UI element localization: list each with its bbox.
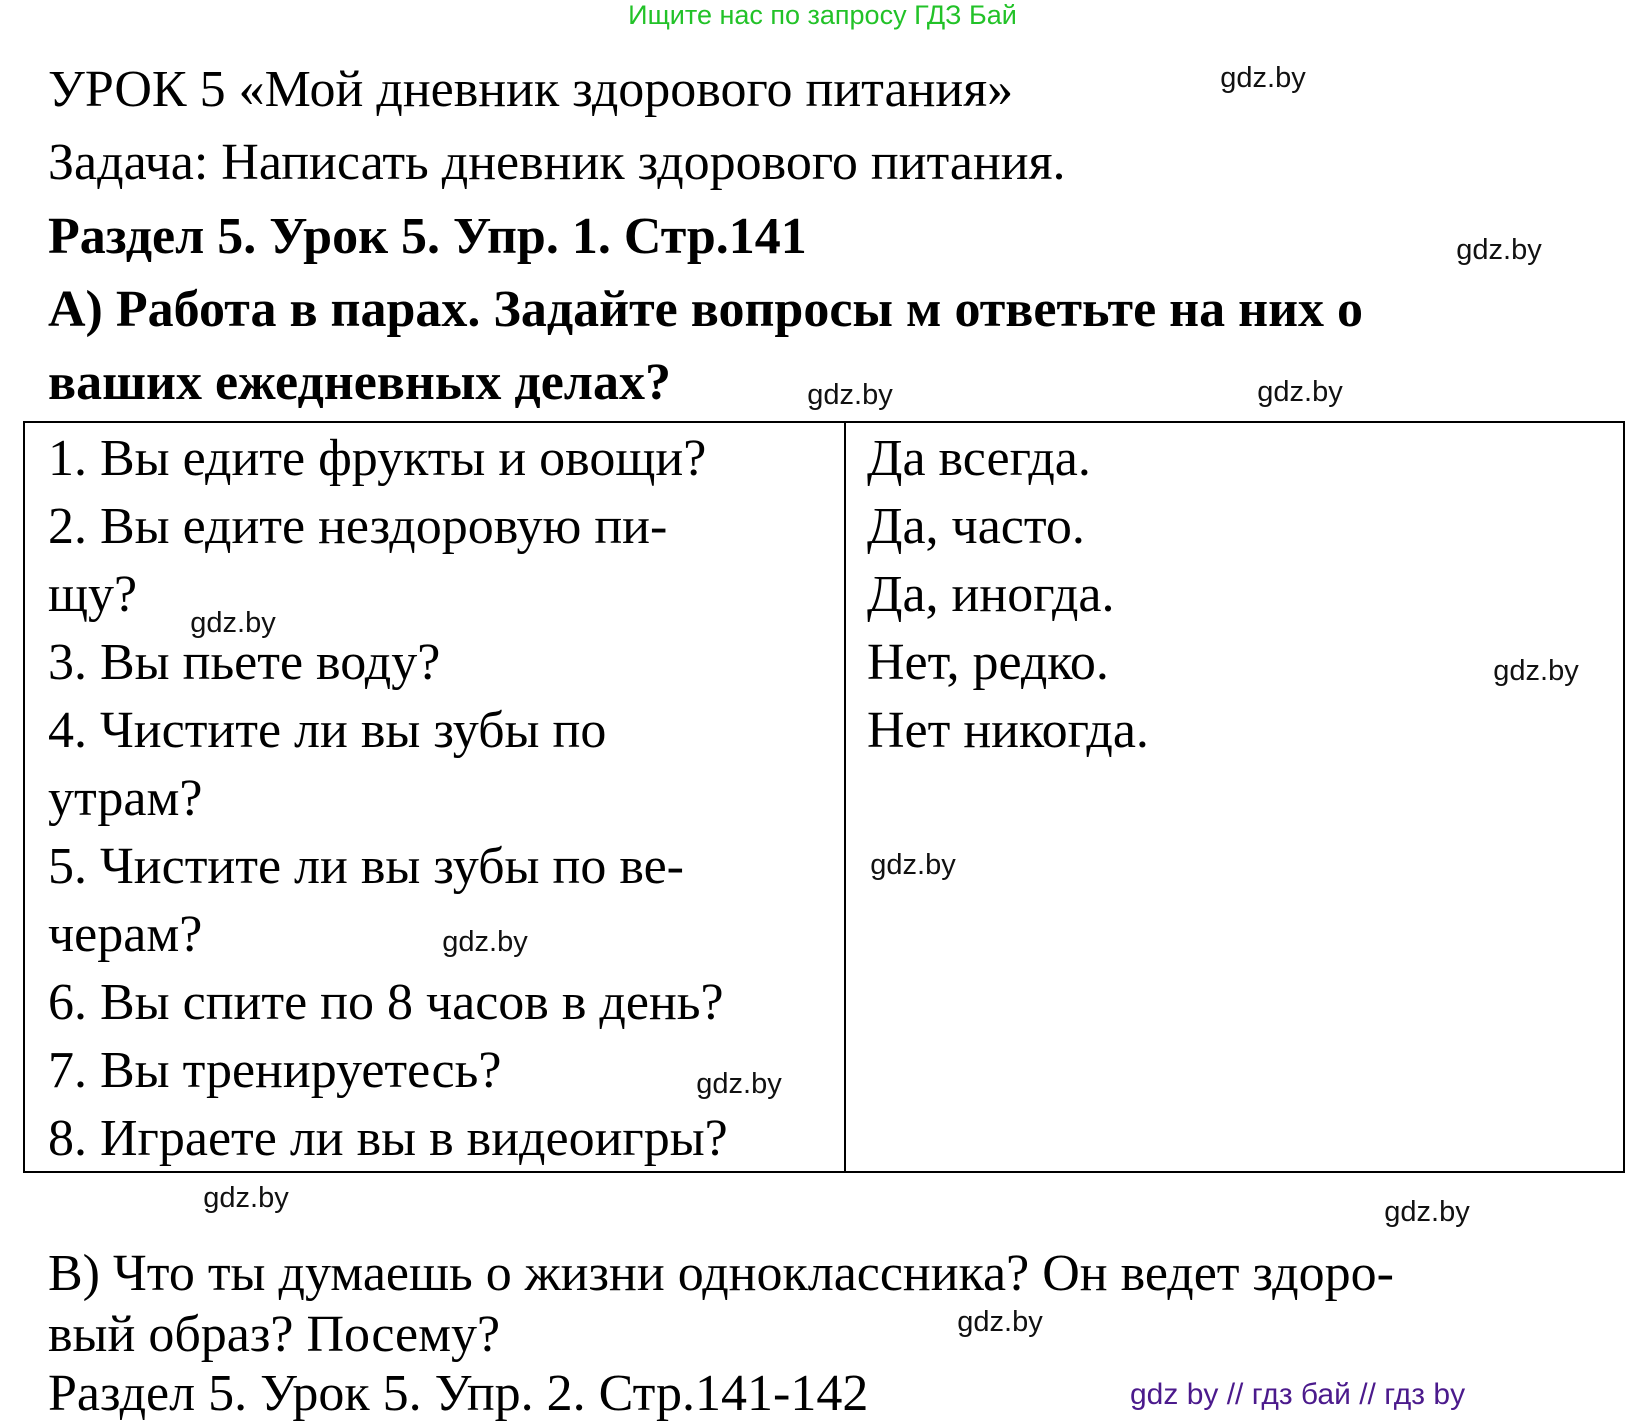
watermark: gdz.by	[203, 1182, 289, 1214]
watermark: gdz.by	[870, 849, 956, 881]
watermark: gdz.by	[957, 1306, 1043, 1338]
watermark: gdz.by	[190, 607, 276, 639]
question-line: 2. Вы едите нездоровую пи-	[48, 498, 668, 555]
question-line: 6. Вы спите по 8 часов в день?	[48, 974, 724, 1031]
section-heading: Раздел 5. Урок 5. Упр. 1. Стр.141	[48, 208, 807, 265]
watermark: gdz.by	[1493, 655, 1579, 687]
answer-line: Да, часто.	[867, 498, 1085, 555]
watermark: gdz.by	[696, 1068, 782, 1100]
watermark: gdz.by	[1456, 234, 1542, 266]
lesson-title: УРОК 5 «Мой дневник здорового питания»	[48, 61, 1014, 118]
answer-line: Да всегда.	[867, 430, 1091, 487]
question-line: утрам?	[48, 770, 203, 827]
search-hint: Ищите нас по запросу ГДЗ Бай	[628, 0, 1017, 30]
exercise-a-line-2: ваших ежедневных делах?	[48, 354, 671, 411]
exercise-a-line-1: А) Работа в парах. Задайте вопросы м ответьте на них о	[48, 281, 1364, 338]
question-line: щу?	[48, 566, 138, 623]
question-line: 1. Вы едите фрукты и овощи?	[48, 430, 707, 487]
table-divider	[844, 423, 846, 1171]
cut-off-heading: Раздел 5. Урок 5. Упр. 2. Стр.141-142	[48, 1365, 869, 1422]
watermark: gdz.by	[1220, 62, 1306, 94]
watermark: gdz.by	[807, 379, 893, 411]
answer-list	[867, 425, 1149, 765]
questions-answers-table	[23, 421, 1625, 1173]
question-line: черам?	[48, 906, 203, 963]
answer-line: Нет, редко.	[867, 634, 1109, 691]
exercise-b-line-1: В) Что ты думаешь о жизни одноклассника? Он ведет здоро-	[48, 1245, 1394, 1302]
footer-watermark	[1130, 1378, 1465, 1412]
question-line: 5. Чистите ли вы зубы по ве-	[48, 838, 684, 895]
watermark: gdz.by	[1384, 1196, 1470, 1228]
watermark: gdz.by	[442, 926, 528, 958]
question-line: 7. Вы тренируетесь?	[48, 1042, 502, 1099]
answer-line: Нет никогда.	[867, 702, 1149, 759]
footer-text: gdz by // гдз бай // гдз by	[1130, 1378, 1466, 1411]
question-line: 8. Играете ли вы в видеоигры?	[48, 1110, 728, 1167]
question-line: 3. Вы пьете воду?	[48, 634, 441, 691]
answer-line: Да, иногда.	[867, 566, 1115, 623]
question-list	[48, 425, 728, 1173]
watermark: gdz.by	[1257, 376, 1343, 408]
question-line: 4. Чистите ли вы зубы по	[48, 702, 607, 759]
task-text: Задача: Написать дневник здорового питания.	[48, 134, 1066, 191]
exercise-b-line-2: вый образ? Посему?	[48, 1306, 501, 1363]
